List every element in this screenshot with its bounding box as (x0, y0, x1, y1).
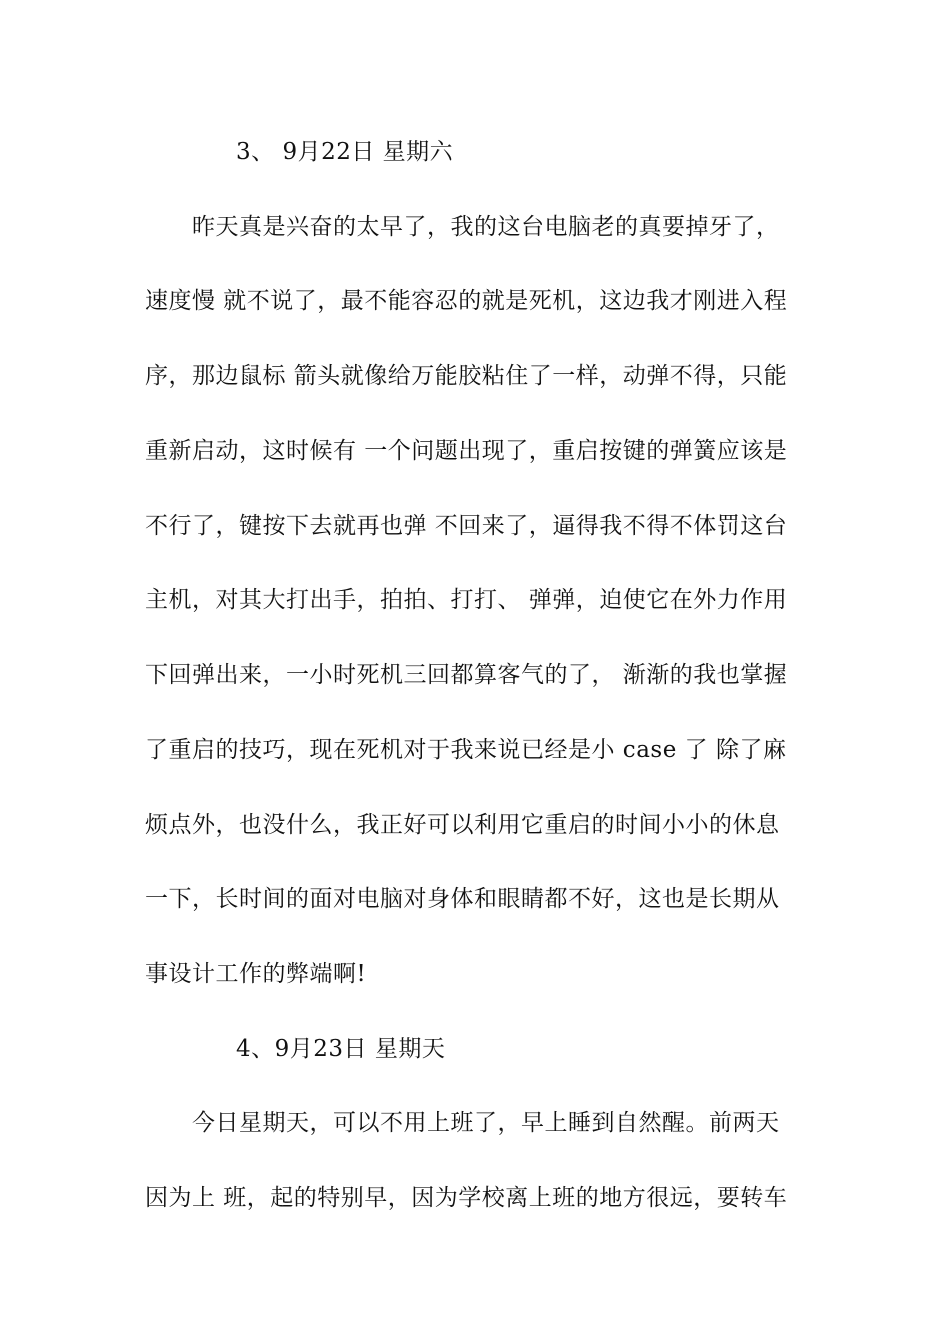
paragraph-line: 下回弹出来，一小时死机三回都算客气的了， 渐渐的我也掌握 (145, 662, 788, 688)
section-heading-sept-22: 3、 9月22日 星期六 (236, 139, 454, 165)
paragraph-line: 不行了，键按下去就再也弹 不回来了，逼得我不得不体罚这台 (145, 513, 788, 539)
paragraph-line: 昨天真是兴奋的太早了，我的这台电脑老的真要掉牙了， (192, 214, 780, 240)
paragraph-line: 速度慢 就不说了，最不能容忍的就是死机，这边我才刚进入程 (145, 288, 788, 314)
paragraph-line: 主机，对其大打出手，拍拍、打打、 弹弹，迫使它在外力作用 (145, 587, 788, 613)
paragraph-line: 烦点外，也没什么，我正好可以利用它重启的时间小小的休息 (145, 812, 780, 838)
paragraph-line: 事设计工作的弊端啊! (145, 961, 367, 987)
paragraph-line: 重新启动，这时候有 一个问题出现了，重启按键的弹簧应该是 (145, 438, 788, 464)
paragraph-line: 了重启的技巧，现在死机对于我来说已经是小 case 了 除了麻 (145, 737, 787, 763)
paragraph-line: 序，那边鼠标 箭头就像给万能胶粘住了一样，动弹不得，只能 (145, 363, 788, 389)
paragraph-line: 今日星期天，可以不用上班了，早上睡到自然醒。前两天 (192, 1110, 780, 1136)
paragraph-line: 一下，长时间的面对电脑对身体和眼睛都不好，这也是长期从 (145, 886, 780, 912)
paragraph-line: 因为上 班，起的特别早，因为学校离上班的地方很远，要转车 (145, 1185, 788, 1211)
section-heading-sept-23: 4、9月23日 星期天 (236, 1036, 446, 1062)
